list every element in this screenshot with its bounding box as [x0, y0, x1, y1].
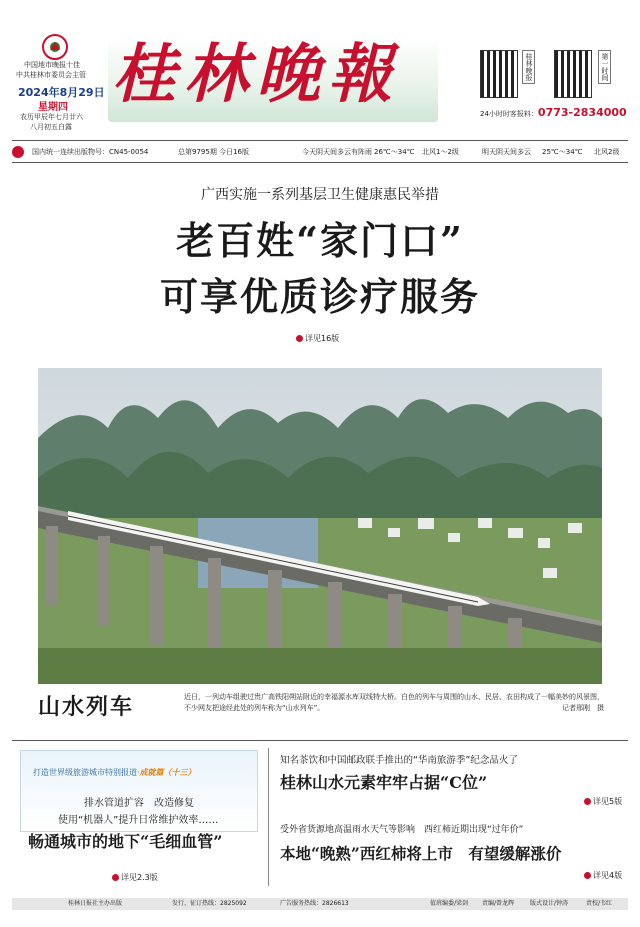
train-landscape-photo	[38, 368, 602, 684]
lead-kicker: 广西实施一系列基层卫生健康惠民举措	[201, 187, 439, 203]
story2-see-more-label: 详见4版	[593, 871, 623, 880]
story1-headline: 桂林山水元素牢牢占据“C位”	[280, 773, 488, 792]
promo-banner-text	[33, 767, 196, 778]
story1-lead: 知名茶饮和中国邮政联手推出的“华南旅游季”纪念品火了	[280, 755, 518, 766]
photo-caption-text: 近日，一列动车组驶过贵广高铁阳朔站附近的幸福源水库双线特大桥。白色的列车与周围的山水、民居、农田构成了一幅美妙的风景图，不少网友把途经此处的列车称为“山水列车”。	[184, 693, 604, 712]
promo-see-more-label: 详见2.3版	[121, 873, 158, 882]
temp-tomorrow: 25℃～34℃	[542, 148, 583, 156]
promo-line-1: 排水管道扩容 改造修复	[84, 798, 194, 809]
wind-today: 北风1～2级	[422, 148, 459, 156]
wind-tomorrow: 北风2级	[594, 148, 620, 156]
issue-date: 2024年8月29日	[18, 86, 105, 99]
temp-today: 26℃～34℃	[374, 148, 415, 156]
lead-see-more[interactable]	[296, 333, 339, 344]
photo-caption	[184, 692, 604, 714]
sponsor: 中共桂林市委员会主管	[16, 71, 86, 79]
weekday: 星期四	[38, 102, 68, 113]
promo-headline: 畅通城市的地下“毛细血管”	[28, 832, 223, 851]
story2-see-more[interactable]	[584, 870, 622, 881]
photo-credit: 记者邢刚 摄	[562, 704, 604, 712]
promo-banner-title: 打造世界级旅游城市特别报道·	[33, 768, 140, 777]
qr-code-icon	[480, 50, 518, 98]
photo-title: 山水列车	[38, 694, 135, 720]
lead-headline-2: 可享优质诊疗服务	[159, 274, 480, 319]
logo-icon	[12, 146, 24, 158]
footer-bar	[12, 898, 628, 910]
qr2-label: 第一时间	[598, 50, 611, 84]
lunar-date-1: 农历甲辰年七月廿六	[20, 113, 83, 121]
emblem-text: 中国地市晚报十佳	[24, 61, 80, 69]
story1-see-more-label: 详见5版	[593, 797, 623, 806]
footer-staff-2: 责编/曾龙辉	[482, 900, 515, 907]
hotline	[480, 106, 627, 119]
issue-number: 总第9795期 今日16版	[178, 148, 249, 156]
footer-staff-1: 值班编委/梁剑	[430, 900, 469, 907]
top-rule	[12, 140, 628, 141]
footer-distribution: 发行、征订热线：2825092	[172, 900, 247, 907]
promo-banner-tag: 成就篇（十三）	[139, 768, 196, 777]
lunar-date-2: 八月初五白露	[30, 123, 72, 131]
lead-headline-1: 老百姓“家门口”	[176, 218, 464, 263]
qr-code-icon	[554, 50, 592, 98]
qr1-label: 桂林晚报	[522, 50, 535, 84]
info-bar	[12, 144, 628, 160]
bullet-icon	[584, 798, 591, 805]
emblem-icon	[42, 34, 68, 60]
serial-number: 国内统一连续出版物号：CN45-0054	[32, 148, 149, 156]
hotline-label: 24小时时客报料：	[480, 110, 538, 118]
promo-see-more[interactable]	[112, 872, 158, 883]
footer-publisher: 桂林日报社主办出版	[68, 900, 123, 907]
story1-see-more[interactable]	[584, 796, 622, 807]
bullet-icon	[296, 335, 303, 342]
masthead-title: 桂林晚報	[112, 37, 400, 112]
weather-today: 今天阴天间多云有阵雨	[302, 148, 372, 156]
bullet-icon	[584, 872, 591, 879]
bullet-icon	[112, 874, 119, 881]
footer-ads: 广告服务热线：2826613	[280, 900, 349, 907]
hotline-number: 0773-2834000	[537, 106, 627, 119]
story2-headline: 本地“晚熟”西红柿将上市 有望缓解涨价	[280, 844, 562, 863]
section-rule	[12, 740, 628, 741]
footer-staff-4: 责校/韦红	[586, 900, 613, 907]
promo-line-2: 使用“机器人”提升日常维护效率……	[58, 815, 219, 826]
story2-lead: 受外省货源地高温雨水天气等影响 西红柿近期出现“过年价”	[280, 825, 524, 835]
info-rule	[12, 162, 628, 163]
footer-staff-3: 版式设计/钟涛	[530, 900, 569, 907]
weather-tomorrow: 明天阴天间多云	[482, 148, 531, 156]
masthead	[0, 0, 640, 140]
lead-see-more-label: 详见16版	[305, 334, 340, 343]
column-divider	[268, 748, 269, 886]
